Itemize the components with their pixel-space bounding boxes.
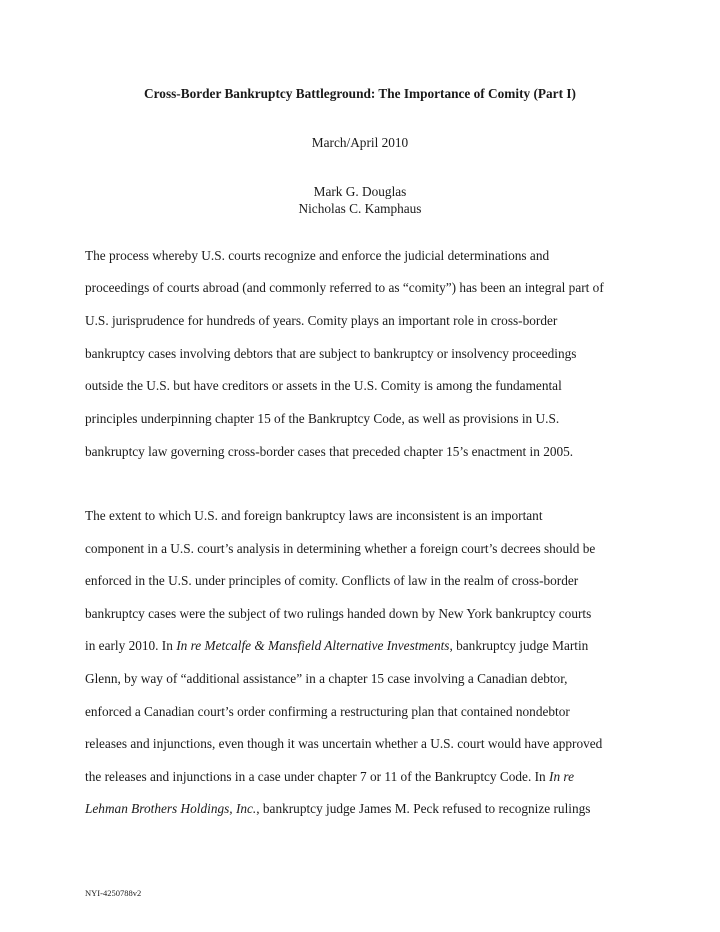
case-name: In re Metcalfe & Mansfield Alternative Investments xyxy=(176,638,450,653)
text-run: , bankruptcy judge Martin xyxy=(449,638,589,653)
text-line: principles underpinning chapter 15 of the Bankruptcy Code, as well as provisions in U.S. xyxy=(85,411,560,426)
text-line: bankruptcy cases were the subject of two rulings handed down by New York bankruptcy courts xyxy=(85,606,592,621)
text-line: The extent to which U.S. and foreign bankruptcy laws are inconsistent is an important xyxy=(85,508,543,523)
text-run: the releases and injunctions in a case under chapter 7 or 11 of the Bankruptcy Code. In xyxy=(85,769,550,784)
case-name: In re xyxy=(549,769,574,784)
text-line xyxy=(85,801,590,817)
text-run: in early 2010. In xyxy=(85,638,177,653)
text-line xyxy=(85,638,588,654)
author-name: Mark G. Douglas xyxy=(313,184,407,199)
text-line: proceedings of courts abroad (and commonly referred to as “comity”) has been an integral part of xyxy=(85,280,604,295)
text-line xyxy=(85,769,574,785)
text-line: Glenn, by way of “additional assistance” in a chapter 15 case involving a Canadian debtor, xyxy=(85,671,568,686)
document-title: Cross-Border Bankruptcy Battleground: The Importance of Comity (Part I) xyxy=(144,86,576,101)
author-list xyxy=(0,183,720,217)
author-name: Nicholas C. Kamphaus xyxy=(298,201,422,216)
text-line: releases and injunctions, even though it was uncertain whether a U.S. court would have approved xyxy=(85,736,603,751)
text-line: component in a U.S. court’s analysis in determining whether a foreign court’s decrees should be xyxy=(85,541,596,556)
text-line: bankruptcy cases involving debtors that are subject to bankruptcy or insolvency proceedings xyxy=(85,346,577,361)
text-line: U.S. jurisprudence for hundreds of years. Comity plays an important role in cross-border xyxy=(85,313,558,328)
text-line: enforced in the U.S. under principles of comity. Conflicts of law in the realm of cross-border xyxy=(85,573,579,588)
publication-date: March/April 2010 xyxy=(311,135,409,150)
case-name: Lehman Brothers Holdings, Inc. xyxy=(85,801,257,816)
text-line: outside the U.S. but have creditors or assets in the U.S. Comity is among the fundamental xyxy=(85,378,562,393)
text-line: The process whereby U.S. courts recognize and enforce the judicial determinations and xyxy=(85,248,550,263)
document-id-footer: NYI-4250788v2 xyxy=(85,888,142,898)
text-run: , bankruptcy judge James M. Peck refused to recognize rulings xyxy=(256,801,591,816)
text-line: enforced a Canadian court’s order confirming a restructuring plan that contained nondebtor xyxy=(85,704,570,719)
text-line: bankruptcy law governing cross-border cases that preceded chapter 15’s enactment in 2005. xyxy=(85,444,574,459)
